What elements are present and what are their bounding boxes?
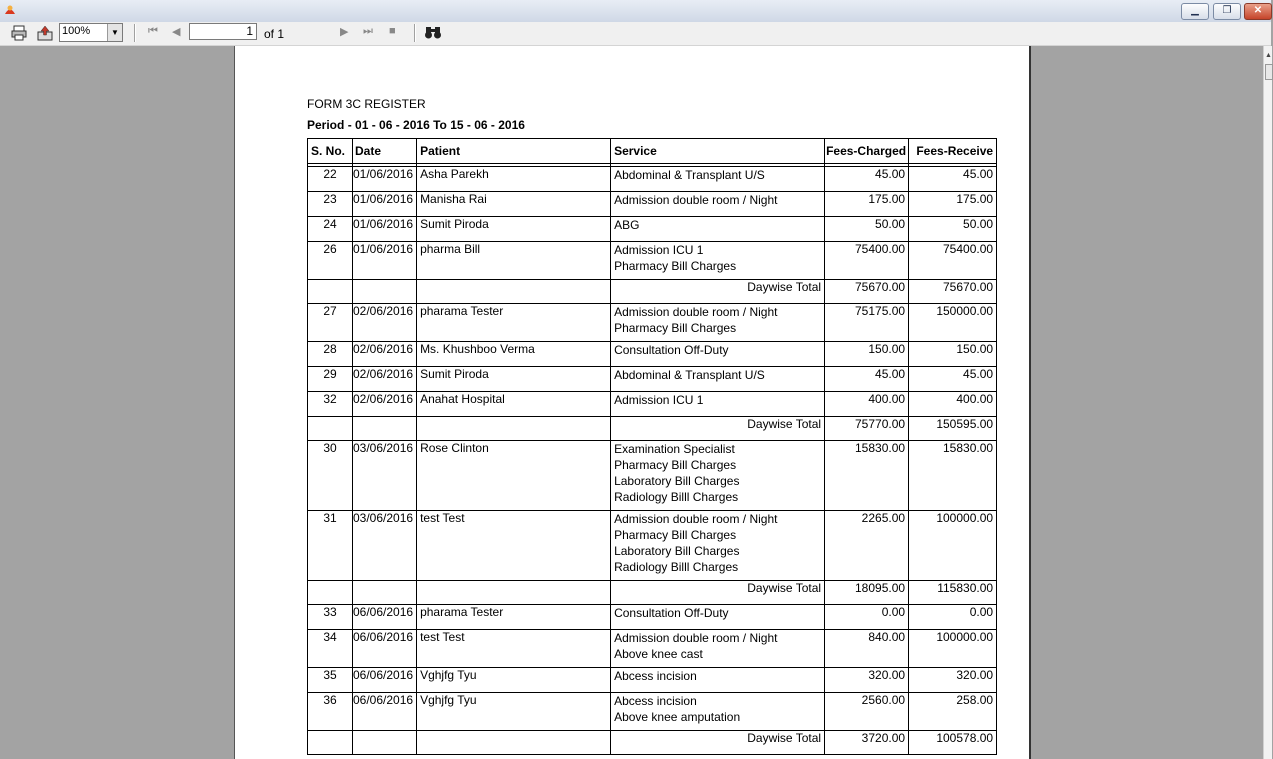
export-icon[interactable] (37, 25, 53, 41)
page-count-label: of 1 (264, 27, 285, 41)
table-row (308, 693, 997, 731)
cell-fees-received: 100000.00 (909, 511, 997, 581)
cell-fees-received: 150000.00 (909, 304, 997, 342)
cell-date: 02/06/2016 (353, 392, 417, 417)
cell-fees-charged: 50.00 (825, 217, 909, 242)
cell-patient: test Test (417, 630, 611, 668)
empty-cell (417, 417, 611, 441)
print-icon[interactable] (11, 25, 27, 41)
cell-fees-charged: 75400.00 (825, 242, 909, 280)
service-line: ABG (614, 218, 640, 232)
last-page-icon[interactable]: ⏭ (363, 25, 373, 37)
cell-fees-received: 75400.00 (909, 242, 997, 280)
empty-cell (353, 417, 417, 441)
table-row (308, 441, 997, 511)
period-to: 15 - 06 - 2016 (450, 118, 525, 132)
cell-date: 03/06/2016 (353, 441, 417, 511)
app-icon (3, 3, 17, 17)
service-line: Above knee cast (614, 647, 703, 661)
daywise-total-fees-charged: 18095.00 (825, 581, 909, 605)
service-line: Laboratory Bill Charges (614, 544, 740, 558)
table-row (308, 342, 997, 367)
daywise-total-fees-received: 150595.00 (909, 417, 997, 441)
cell-sno: 22 (308, 167, 353, 192)
cell-patient: Rose Clinton (417, 441, 611, 511)
cell-fees-charged: 45.00 (825, 367, 909, 392)
title-bar (0, 0, 1271, 23)
cell-fees-charged: 150.00 (825, 342, 909, 367)
cell-date: 01/06/2016 (353, 192, 417, 217)
cell-fees-charged: 840.00 (825, 630, 909, 668)
cell-sno: 35 (308, 668, 353, 693)
service-line: Admission ICU 1 (614, 243, 704, 257)
table-row (308, 167, 997, 192)
column-header-date: Date (353, 139, 417, 164)
table-row (308, 511, 997, 581)
service-line: Pharmacy Bill Charges (614, 259, 737, 273)
register-body (308, 164, 997, 755)
cell-service (611, 693, 825, 731)
daywise-total-row (308, 417, 997, 441)
cell-fees-received: 45.00 (909, 367, 997, 392)
cell-service (611, 511, 825, 581)
cell-fees-charged: 175.00 (825, 192, 909, 217)
cell-service (611, 441, 825, 511)
chevron-down-icon[interactable]: ▼ (107, 24, 122, 41)
vertical-scrollbar[interactable] (1263, 46, 1272, 759)
cell-fees-received: 50.00 (909, 217, 997, 242)
table-row (308, 304, 997, 342)
cell-service (611, 192, 825, 217)
cell-sno: 23 (308, 192, 353, 217)
period-label: Period (307, 118, 345, 132)
cell-patient: Asha Parekh (417, 167, 611, 192)
cell-date: 06/06/2016 (353, 693, 417, 731)
cell-sno: 30 (308, 441, 353, 511)
service-line: Radiology Billl Charges (614, 490, 739, 504)
table-row (308, 630, 997, 668)
toolbar-divider (134, 24, 136, 42)
column-header-patient: Patient (417, 139, 611, 164)
daywise-total-row (308, 581, 997, 605)
cell-patient: Vghjfg Tyu (417, 668, 611, 693)
cell-fees-received: 45.00 (909, 167, 997, 192)
service-line: Above knee amputation (614, 710, 741, 724)
daywise-total-fees-received: 115830.00 (909, 581, 997, 605)
report-toolbar (0, 22, 1271, 46)
daywise-total-fees-received: 100578.00 (909, 731, 997, 755)
column-header-sno: S. No. (308, 139, 353, 164)
cell-date: 02/06/2016 (353, 342, 417, 367)
empty-cell (308, 731, 353, 755)
cell-service (611, 342, 825, 367)
daywise-total-label: Daywise Total (611, 417, 825, 441)
cell-fees-charged: 0.00 (825, 605, 909, 630)
service-line: Consultation Off-Duty (614, 343, 729, 357)
minimize-button[interactable]: ▁ (1181, 3, 1209, 20)
empty-cell (417, 280, 611, 304)
empty-cell (308, 280, 353, 304)
first-page-icon[interactable]: ⏮ (148, 25, 158, 37)
service-line: Abcess incision (614, 694, 697, 708)
cell-patient: Vghjfg Tyu (417, 693, 611, 731)
cell-patient: pharma Bill (417, 242, 611, 280)
daywise-total-fees-received: 75670.00 (909, 280, 997, 304)
cell-sno: 26 (308, 242, 353, 280)
report-page (234, 46, 1031, 759)
table-row (308, 605, 997, 630)
daywise-total-fees-charged: 3720.00 (825, 731, 909, 755)
register-table (307, 138, 997, 755)
zoom-value: 100% (62, 25, 91, 37)
empty-cell (417, 581, 611, 605)
cell-patient: Sumit Piroda (417, 217, 611, 242)
service-line: Admission ICU 1 (614, 393, 704, 407)
cell-fees-charged: 400.00 (825, 392, 909, 417)
cell-fees-charged: 45.00 (825, 167, 909, 192)
daywise-total-fees-charged: 75770.00 (825, 417, 909, 441)
cell-fees-charged: 2265.00 (825, 511, 909, 581)
service-line: Examination Specialist (614, 442, 735, 456)
close-button[interactable]: ✕ (1244, 3, 1272, 20)
cell-sno: 27 (308, 304, 353, 342)
daywise-total-label: Daywise Total (611, 581, 825, 605)
empty-cell (308, 417, 353, 441)
empty-cell (353, 581, 417, 605)
cell-date: 02/06/2016 (353, 367, 417, 392)
zoom-select[interactable] (59, 23, 123, 42)
next-page-icon[interactable]: ▶ (340, 26, 349, 38)
daywise-total-label: Daywise Total (611, 731, 825, 755)
report-period (307, 118, 525, 132)
cell-date: 03/06/2016 (353, 511, 417, 581)
cell-sno: 36 (308, 693, 353, 731)
previous-page-icon[interactable]: ◀ (172, 26, 181, 38)
daywise-total-row (308, 280, 997, 304)
service-line: Admission double room / Night (614, 193, 778, 207)
cell-fees-received: 150.00 (909, 342, 997, 367)
cell-fees-received: 15830.00 (909, 441, 997, 511)
table-row (308, 392, 997, 417)
cell-sno: 31 (308, 511, 353, 581)
stop-icon[interactable]: ■ (389, 25, 396, 37)
cell-fees-charged: 75175.00 (825, 304, 909, 342)
cell-sno: 34 (308, 630, 353, 668)
service-line: Pharmacy Bill Charges (614, 458, 737, 472)
service-line: Abcess incision (614, 669, 697, 683)
column-header-service: Service (611, 139, 825, 164)
cell-service (611, 367, 825, 392)
cell-fees-received: 0.00 (909, 605, 997, 630)
empty-cell (353, 280, 417, 304)
cell-patient: test Test (417, 511, 611, 581)
period-from: - 01 - 06 - 2016 (347, 118, 430, 132)
table-row (308, 242, 997, 280)
cell-service (611, 304, 825, 342)
service-line: Abdominal & Transplant U/S (614, 368, 765, 382)
page-number-input[interactable]: 1 (189, 23, 257, 40)
cell-fees-received: 258.00 (909, 693, 997, 731)
cell-fees-charged: 2560.00 (825, 693, 909, 731)
cell-patient: Sumit Piroda (417, 367, 611, 392)
service-line: Abdominal & Transplant U/S (614, 168, 765, 182)
cell-service (611, 242, 825, 280)
scrollbar-thumb[interactable] (1265, 64, 1273, 80)
cell-service (611, 668, 825, 693)
column-header-fees-received: Fees-Receive (909, 139, 997, 164)
cell-patient: Ms. Khushboo Verma (417, 342, 611, 367)
cell-fees-charged: 320.00 (825, 668, 909, 693)
service-line: Pharmacy Bill Charges (614, 321, 737, 335)
cell-patient: pharama Tester (417, 605, 611, 630)
toolbar-divider (414, 24, 416, 42)
cell-patient: Anahat Hospital (417, 392, 611, 417)
cell-service (611, 605, 825, 630)
service-line: Radiology Billl Charges (614, 560, 739, 574)
service-line: Laboratory Bill Charges (614, 474, 740, 488)
table-row (308, 217, 997, 242)
find-binoculars-icon[interactable] (424, 25, 442, 41)
cell-fees-charged: 15830.00 (825, 441, 909, 511)
cell-sno: 29 (308, 367, 353, 392)
period-to-word: To (433, 118, 447, 132)
empty-cell (417, 731, 611, 755)
restore-button[interactable]: ❐ (1213, 3, 1241, 20)
scroll-up-icon[interactable]: ▲ (1265, 52, 1272, 59)
service-line: Pharmacy Bill Charges (614, 528, 737, 542)
service-line: Admission double room / Night (614, 305, 778, 319)
cell-service (611, 392, 825, 417)
cell-date: 01/06/2016 (353, 217, 417, 242)
cell-date: 01/06/2016 (353, 167, 417, 192)
cell-sno: 33 (308, 605, 353, 630)
cell-fees-received: 100000.00 (909, 630, 997, 668)
report-title: FORM 3C REGISTER (307, 97, 426, 111)
table-row (308, 192, 997, 217)
daywise-total-label: Daywise Total (611, 280, 825, 304)
cell-fees-received: 175.00 (909, 192, 997, 217)
service-line: Consultation Off-Duty (614, 606, 729, 620)
daywise-total-row (308, 731, 997, 755)
cell-sno: 32 (308, 392, 353, 417)
cell-service (611, 630, 825, 668)
daywise-total-fees-charged: 75670.00 (825, 280, 909, 304)
table-row (308, 367, 997, 392)
table-row (308, 668, 997, 693)
column-header-fees-charged: Fees-Charged (825, 139, 909, 164)
cell-patient: pharama Tester (417, 304, 611, 342)
cell-service (611, 167, 825, 192)
empty-cell (308, 581, 353, 605)
cell-date: 06/06/2016 (353, 668, 417, 693)
cell-date: 01/06/2016 (353, 242, 417, 280)
cell-date: 06/06/2016 (353, 605, 417, 630)
cell-fees-received: 320.00 (909, 668, 997, 693)
cell-patient: Manisha Rai (417, 192, 611, 217)
service-line: Admission double room / Night (614, 631, 778, 645)
cell-sno: 24 (308, 217, 353, 242)
service-line: Admission double room / Night (614, 512, 778, 526)
empty-cell (353, 731, 417, 755)
cell-fees-received: 400.00 (909, 392, 997, 417)
cell-service (611, 217, 825, 242)
cell-sno: 28 (308, 342, 353, 367)
cell-date: 06/06/2016 (353, 630, 417, 668)
table-header-row (308, 139, 997, 164)
cell-date: 02/06/2016 (353, 304, 417, 342)
